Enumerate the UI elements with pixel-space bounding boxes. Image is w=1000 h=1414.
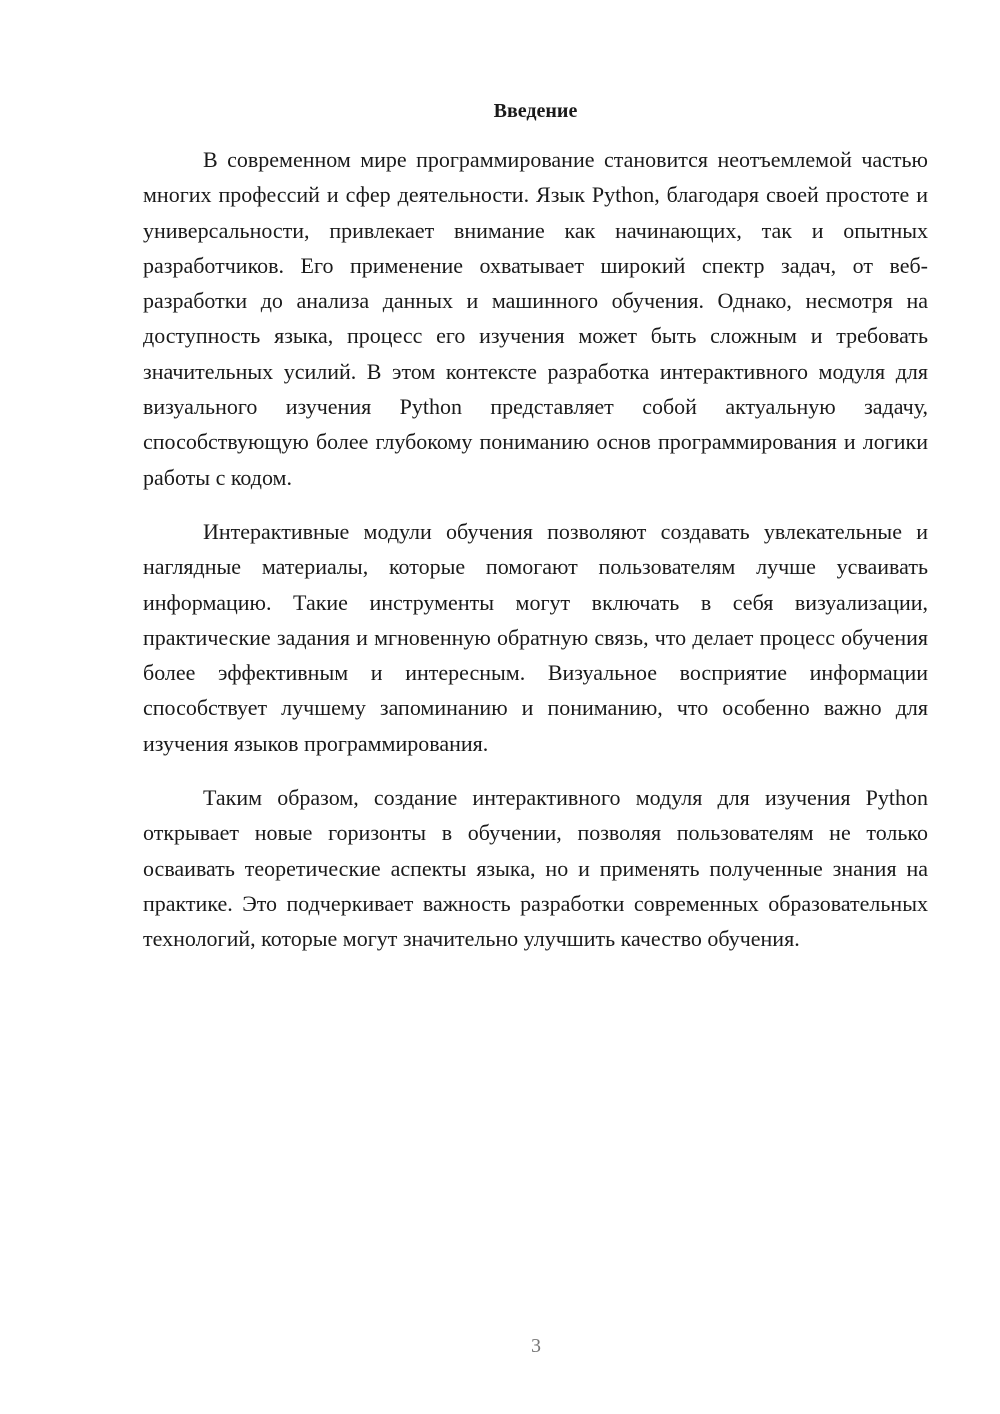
body-text — [143, 142, 928, 976]
paragraph-conclusion: Таким образом, создание интерактивного модуля для изучения Python открывает новые горизонты в обучении, позволяя пользователям не только осваивать теоретические аспекты языка, но и применять полученные знания на практике. Это подчеркивает важность разработки современных образовательных технологий, которые могут значительно улучшить качество обучения. — [143, 785, 928, 952]
paragraph-interactive-modules: Интерактивные модули обучения позволяют создавать увлекательные и наглядные материалы, которые помогают пользователям лучше усваивать информацию. Такие инструменты могут включать в себя визуализации, практические задания и мгновенную обратную связь, что делает процесс обучения более эффективным и интересным. Визуальное восприятие информации способствует лучшему запоминанию и пониманию, что особенно важно для изучения языков программирования. — [143, 518, 928, 756]
page-number: 3 — [531, 1335, 541, 1357]
section-title: Введение — [493, 100, 578, 122]
paragraph-intro: В современном мире программирование становится неотъемлемой частью многих профессий и сфер деятельности. Язык Python, благодаря своей простоте и универсальности, привлекает внимание как начинающих, так и опытных разработчиков. Его применение охватывает широкий спектр задач, от веб-разработки до анализа данных и машинного обучения. Однако, несмотря на доступность языка, процесс его изучения может быть сложным и требовать значительных усилий. В этом контексте разработка интерактивного модуля для визуального изучения Python представляет собой актуальную задачу, способствующую более глубокому пониманию основ программирования и логики работы с кодом. — [143, 147, 928, 490]
